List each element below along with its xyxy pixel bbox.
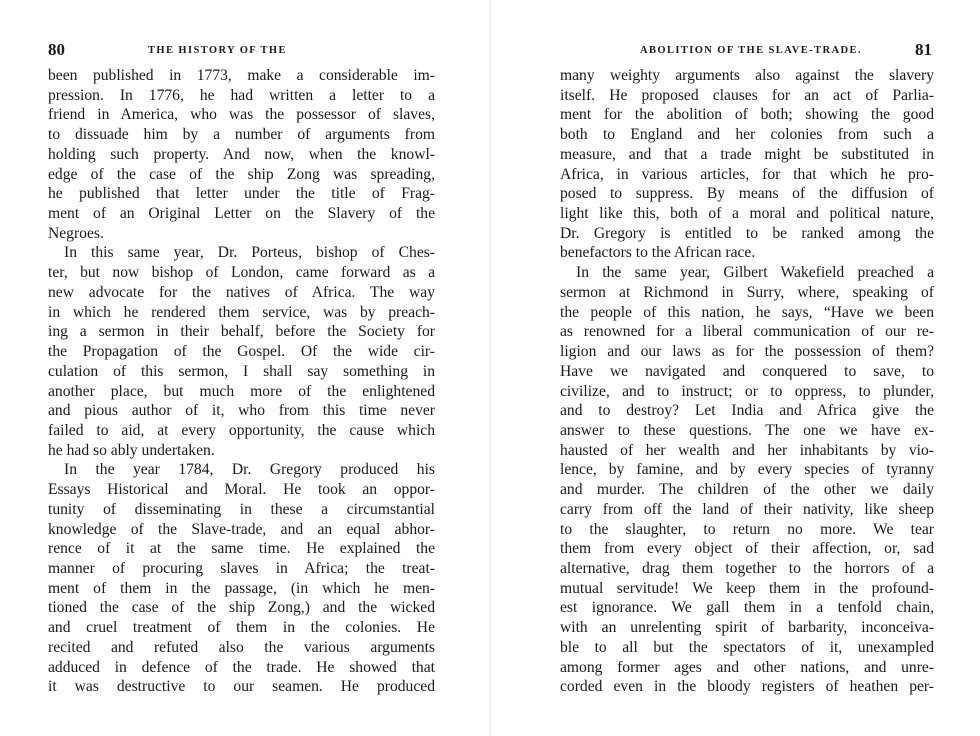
text-line: light like this, both of a moral and political nature,: [560, 205, 934, 223]
text-line: manner of procuring slaves in Africa; the treat-: [48, 559, 435, 577]
text-line: benefactors to the African race.: [560, 244, 756, 262]
text-line: ter, but now bishop of London, came forward as a: [48, 264, 435, 282]
text-line: posed to suppress. By means of the diffusion of: [560, 185, 934, 203]
text-line: itself. He proposed clauses for an act of Parlia-: [560, 86, 934, 104]
text-line: been published in 1773, make a considerable im-: [48, 67, 435, 84]
text-line: est ignorance. We gall them in a tenfold chain,: [560, 599, 934, 617]
text-line: it was destructive to our seamen. He produced: [48, 678, 435, 696]
page-number: 80: [48, 40, 65, 59]
text-line: to dissuade him by a number of arguments from: [48, 126, 435, 144]
text-line: he published that letter under the title of Frag-: [48, 185, 435, 203]
text-line: among former ages and other nations, and unre-: [560, 658, 934, 676]
text-line: adduced in defence of the trade. He showed that: [48, 658, 435, 676]
text-line: ment of them in the passage, (in which he men-: [48, 579, 435, 597]
text-line: the people of this nation, he says, “Have we been: [560, 303, 934, 321]
text-line: sermon at Richmond in Surry, where, speaking of: [560, 283, 934, 301]
text-line: answer to these questions. The one we have ex-: [560, 421, 934, 439]
left-page-header: [0, 40, 490, 60]
text-line: he had so ably undertaken.: [48, 441, 215, 459]
text-line: recited and refuted also the various arguments: [48, 638, 435, 656]
text-line: Africa, in various articles, for that which he pro-: [560, 165, 934, 183]
right-page-body: [560, 66, 934, 697]
right-page: [490, 0, 980, 736]
text-line: in which he rendered them service, was by preach-: [48, 303, 435, 321]
text-line: them from every object of their affection, or, sad: [560, 540, 934, 558]
text-line: ment for the abolition of both; showing the good: [560, 106, 934, 124]
text-line: many weighty arguments also against the slavery: [560, 67, 934, 84]
text-line: measure, and that a trade might be substituted in: [560, 145, 934, 163]
text-line: friend in America, who was the possessor of slaves,: [48, 106, 435, 124]
text-line: ment of an Original Letter on the Slavery of the: [48, 205, 435, 223]
text-line: ligion and our laws as for the possession of them?: [560, 343, 934, 361]
text-line: another place, but much more of the enlightened: [48, 382, 435, 400]
text-line: and pious author of it, who from this time never: [48, 402, 435, 420]
text-line: knowledge of the Slave-trade, and an equal abhor-: [48, 520, 435, 538]
text-line: alternative, drag them together to the horrors of a: [560, 559, 934, 577]
text-line: new advocate for the natives of Africa. The way: [48, 283, 435, 301]
left-page-body: [48, 66, 435, 697]
text-line: to the slaughter, to return no more. We tear: [560, 520, 934, 538]
text-line: ing a sermon in their behalf, before the Society for: [48, 323, 435, 341]
text-line: holding such property. And now, when the knowl-: [48, 145, 435, 163]
text-line: rence of it at the same time. He explained the: [48, 540, 435, 558]
text-line: lence, by famine, and by every species of tyranny: [560, 461, 934, 479]
text-line: pression. In 1776, he had written a letter to a: [48, 86, 435, 104]
text-line: and to destroy? Let India and Africa give the: [560, 402, 934, 420]
text-line: with an unrelenting spirit of barbarity, inconceiva-: [560, 619, 934, 637]
text-line: Dr. Gregory is entitled to be ranked among the: [560, 224, 934, 242]
text-line: In this same year, Dr. Porteus, bishop of Ches-: [64, 244, 435, 262]
text-line: tioned the case of the ship Zong,) and the wicked: [48, 599, 435, 617]
text-line: carry from off the land of their nativity, like sheep: [560, 500, 934, 518]
text-line: civilize, and to instruct; or to oppress, to plunder,: [560, 382, 934, 400]
text-line: edge of the case of the ship Zong was spreading,: [48, 165, 435, 183]
text-line: Negroes.: [48, 224, 104, 242]
text-line: Have we navigated and conquered to save, to: [560, 362, 934, 380]
text-line: corded even in the bloody registers of heathen per-: [560, 678, 934, 696]
running-head: THE HISTORY OF THE: [148, 45, 287, 56]
text-line: mutual servitude! We keep them in the profound-: [560, 579, 934, 597]
page-number: 81: [915, 40, 932, 59]
text-line: and murder. The children of the other we daily: [560, 481, 934, 499]
text-line: both to England and her colonies from such a: [560, 126, 934, 144]
text-line: ble to all but the spectators of it, unexampled: [560, 638, 934, 656]
text-line: hausted of her wealth and her inhabitants by vio-: [560, 441, 934, 459]
text-line: the Propagation of the Gospel. Of the wide cir-: [48, 343, 435, 361]
right-page-header: [490, 40, 980, 60]
text-line: as renowned for a liberal communication of our re-: [560, 323, 934, 341]
text-line: Essays Historical and Moral. He took an oppor-: [48, 481, 435, 499]
text-line: failed to aid, at every opportunity, the cause which: [48, 421, 435, 439]
text-line: culation of this sermon, I shall say something in: [48, 362, 435, 380]
running-head: ABOLITION OF THE SLAVE-TRADE.: [640, 45, 862, 56]
text-line: In the same year, Gilbert Wakefield preached a: [576, 264, 934, 282]
text-line: tunity of disseminating in these a circumstantial: [48, 500, 435, 518]
text-line: and cruel treatment of them in the colonies. He: [48, 619, 435, 637]
text-line: In the year 1784, Dr. Gregory produced his: [64, 461, 435, 479]
